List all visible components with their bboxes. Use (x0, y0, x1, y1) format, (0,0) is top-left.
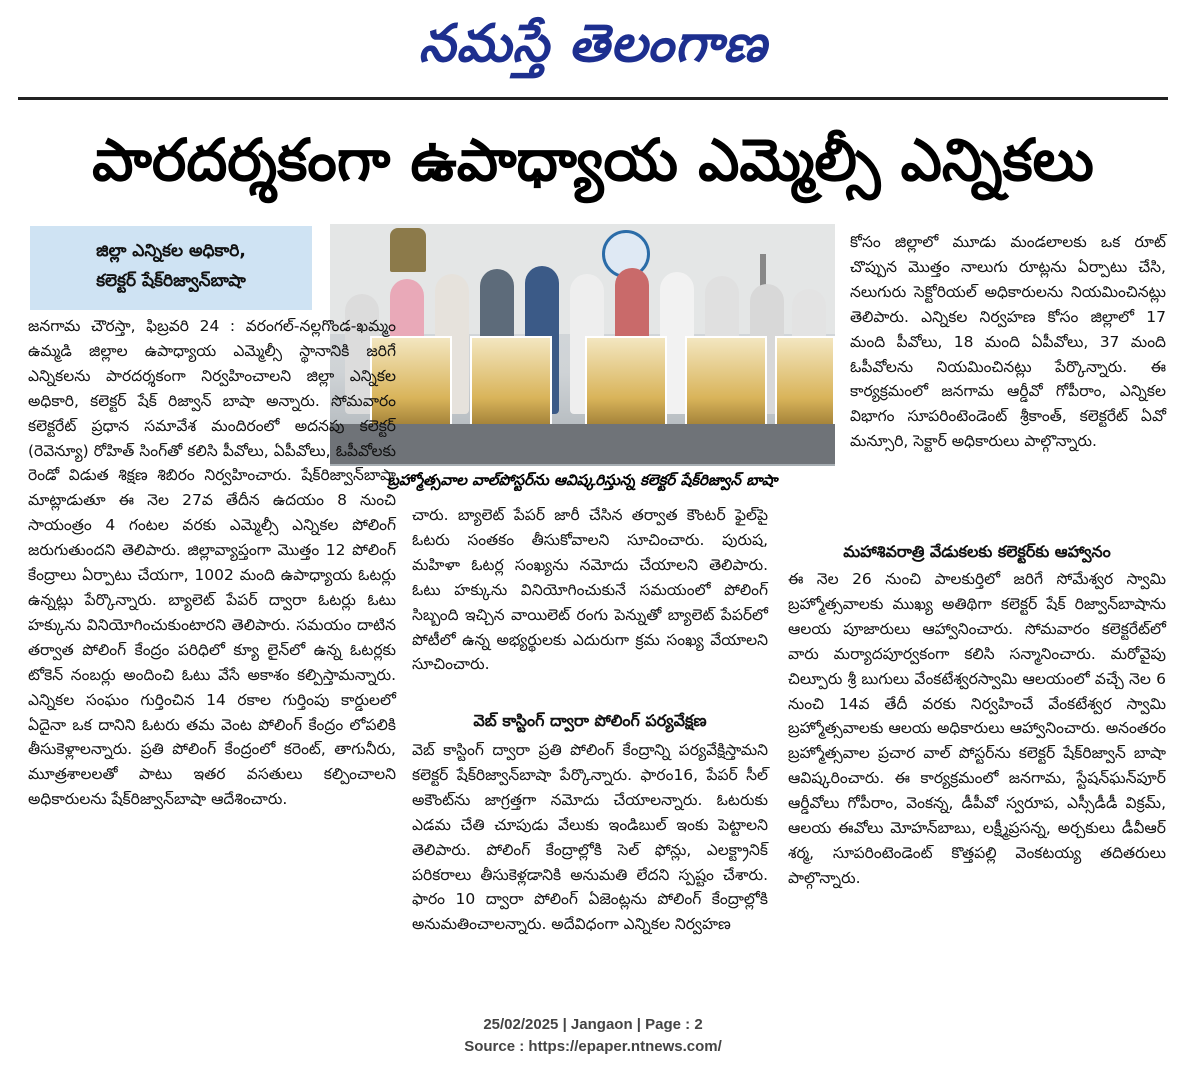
header-divider (18, 97, 1168, 100)
subhead-box (30, 226, 312, 310)
article-column-2-top (412, 503, 768, 703)
article-paragraph: ఈ నెల 26 నుంచి పాలకుర్తిలో జరిగే సోమేశ్వర స్వామి బ్రహ్మోత్సవాలకు ముఖ్య అతిథిగా కలెక్టర్ షేక్ రిజ్వాన్‌బాషాను ఆలయ పూజారులు ఆహ్వానించారు. సోమవారం కలెక్టరేట్‌లో వారు మర్యాదపూర్వకంగా కలిసి సన్మానించారు. మరోవైపు చిల్పూరు శ్రీ బుగులు వేంకటేశ్వరస్వామి ఆలయంలో వచ్చే నెల 6 నుంచి 14వ తేదీ వరకు నిర్వహించే వేంకటేశ్వర స్వామి బ్రహ్మోత్సవాలకు ఆలయ అధికారులు ఆహ్వానించారు. అనంతరం బ్రహ్మోత్సవాల ప్రచార వాల్ పోస్టర్‌ను కలెక్టర్ షేక్‌రిజ్వాన్ బాషా ఆవిష్కరించారు. ఈ కార్యక్రమంలో జనగామ, స్టేషన్‌ఘన్‌పూర్ ఆర్డీవోలు గోపీరాం, వెంకన్న, డీపీవో స్వరూప, ఎస్సీడీడీ విక్రమ్, ఆలయ ఈవోలు మోహన్‌బాబు, లక్ష్మీప్రసన్న, అర్చకులు డీవీఆర్ శర్మ, సూపరింటెండెంట్ కొత్తపల్లి వెంకటయ్య తదితరులు పాల్గొన్నారు. (788, 570, 1166, 887)
subhead-line-2: కలెక్టర్ షేక్‌రిజ్వాన్‌బాషా (96, 271, 246, 291)
newspaper-masthead: నమస్తే తెలంగాణ (418, 13, 768, 74)
conference-table (330, 424, 835, 464)
article-paragraph: జనగామ చౌరస్తా, ఫిబ్రవరి 24 : వరంగల్‌-నల్లగొండ-ఖమ్మం ఉమ్మడి జిల్లాల ఉపాధ్యాయ ఎమ్మెల్సీ స్థానానికి జరిగే ఎన్నికలను పారదర్శకంగా నిర్వహించాలని జిల్లా ఎన్నికల అధికారి, కలెక్టర్ షేక్ రిజ్వాన్ బాషా అన్నారు. సోమవారం కలెక్టరేట్ ప్రధాన సమావేశ మందిరంలో అదనపు కలెక్టర్ (రెవెన్యూ) రోహిత్ సింగ్‌తో కలిసి పీవోలు, ఏపీవోలు, ఓపీవోలకు రెండో విడుత శిక్షణ శిబిరం నిర్వహించారు. షేక్‌రిజ్వాన్‌బాషా మాట్లాడుతూ ఈ నెల 27వ తేదీన ఉదయం 8 నుంచి సాయంత్రం 4 గంటల వరకు ఎమ్మెల్సీ ఎన్నికల పోలింగ్ జరుగుతుందని తెలిపారు. జిల్లావ్యాప్తంగా మొత్తం 12 పోలింగ్ కేంద్రాలు ఏర్పాటు చేయగా, 1002 మంది ఉపాధ్యాయ ఓటర్లు ఉన్నట్లు పేర్కొన్నారు. బ్యాలెట్ పేపర్ ద్వారా ఓటర్లు ఓటు హక్కును వినియోగించుకుంటారని తెలిపారు. సమయం దాటిన తర్వాత పోలింగ్ కేంద్రం పరిధిలో క్యూ లైన్‌లో ఉన్న ఓటర్లకు టోకెన్ నంబర్లు అందించి ఓటు వేసే అకాశం కల్పిస్తామన్నారు. ఎన్నికల సంఘం గుర్తించిన 14 రకాల గుర్తింపు కార్డులలో ఏదైనా ఒక దానిని ఓటరు తమ వెంట పోలింగ్ కేంద్రం లోపలికి తీసుకెళ్లాలన్నారు. ప్రతి పోలింగ్ కేంద్రంలో కరెంట్, తాగునీరు, మూత్రశాలలతో పాటు ఇతర వసతులు కల్పించాలని అధికారులను షేక్‌రిజ్వాన్‌బాషా ఆదేశించారు. (28, 317, 396, 809)
footer-source: Source : https://epaper.ntnews.com/ (464, 1038, 722, 1055)
article-headline: పారదర్శకంగా ఉపాధ్యాయ ఎమ్మెల్సీ ఎన్నికలు (92, 126, 1094, 194)
photo-caption: బ్రహ్మోత్సవాల వాల్‌పోస్టర్‌ను ఆవిష్కరిస్తున్న కలెక్టర్ షేక్‌రిజ్వాన్ బాషా (330, 466, 835, 494)
article-column-2-bottom (412, 738, 768, 992)
article-column-1 (28, 314, 396, 992)
section-subheading-invitation: మహాశివరాత్రి వేడుకలకు కలెక్టర్‌కు ఆహ్వానం (843, 542, 1111, 561)
section-subheading-webcasting: వెబ్ కాస్టింగ్ ద్వారా పోలింగ్ పర్యవేక్షణ (473, 711, 707, 730)
article-column-3-bottom (788, 567, 1166, 991)
article-paragraph: చారు. బ్యాలెట్ పేపర్ జారీ చేసిన తర్వాత కౌంటర్ ఫైల్‌పై ఓటరు సంతకం తీసుకోవాలని సూచించారు. పురుష, మహిళా ఓటర్ల సంఖ్యను నమోదు చేయాలని తెలిపారు. ఓటు హక్కును వినియోగించుకునే సమయంలో పోలింగ్ సిబ్బంది ఇచ్చిన వాయిలెట్ రంగు పెన్నుతో బ్యాలెట్ పేపర్‌లో పోటీలో ఉన్న అభ్యర్థులకు ఎదురుగా క్రమ సంఖ్య వేయాలని సూచించారు. (412, 506, 768, 674)
article-paragraph: వెబ్ కాస్టింగ్ ద్వారా ప్రతి పోలింగ్ కేంద్రాన్ని పర్యవేక్షిస్తామని కలెక్టర్ షేక్‌రిజ్వాన్‌బాషా పేర్కొన్నారు. ఫారం16, పేపర్ సీల్ అకౌంట్‌ను జాగ్రత్తగా నమోదు చేయాలన్నారు. ఓటరుకు ఎడమ చేతి చూపుడు వేలుకు ఇండిబుల్ ఇంకు పెట్టాలని తెలిపారు. పోలింగ్ కేంద్రాల్లోకి సెల్ ఫోన్లు, ఎలక్ట్రానిక్ పరికరాలు తీసుకెళ్లడానికి అనుమతి లేదని స్పష్టం చేశారు. ఫారం 10 ద్వారా పోలింగ్ ఏజెంట్లను పోలింగ్ కేంద్రాల్లోకి అనుమతించాలన్నారు. అదేవిధంగా ఎన్నికల నిర్వహణ (412, 741, 768, 934)
article-paragraph: కోసం జిల్లాలో మూడు మండలాలకు ఒక రూట్ చొప్పున మొత్తం నాలుగు రూట్లను ఏర్పాటు చేసి, నలుగురు సెక్టోరియల్ అధికారులను నియమించినట్లు తెలిపారు. ఎన్నికల నిర్వహణ కోసం జిల్లాలో 17 మంది పీవోలు, 18 మంది ఏపీవోలు, 37 మంది ఓపీవోలను నియమించినట్లు పేర్కొన్నారు. ఈ కార్యక్రమంలో జనగామ ఆర్డీవో గోపీరాం, ఎన్నికల విభాగం సూపరింటెండెంట్ శ్రీకాంత్, కలెక్టరేట్ ఏవో మన్సూరి, సెక్టార్ అధికారులు పాల్గొన్నారు. (850, 233, 1166, 451)
subhead-line-1: జిల్లా ఎన్నికల అధికారి, (96, 241, 246, 261)
article-column-3-top (850, 230, 1166, 530)
footer-date-page: 25/02/2025 | Jangaon | Page : 2 (483, 1016, 703, 1033)
news-photo (330, 224, 835, 494)
